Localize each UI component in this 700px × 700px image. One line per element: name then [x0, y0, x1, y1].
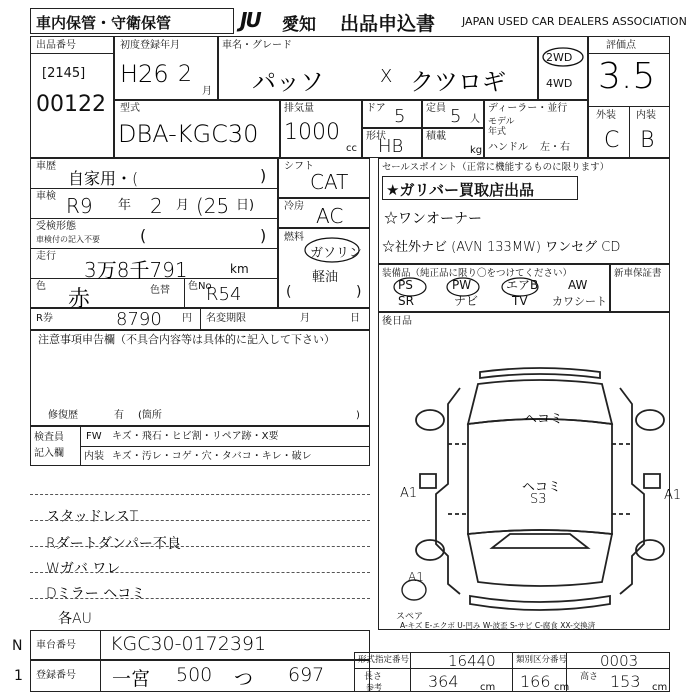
color-code-label: 色替	[150, 285, 170, 296]
specs-ref: 参考	[366, 683, 382, 692]
specs-cat-label: 類別区分番号	[516, 655, 568, 665]
drive-2wd: 2WD	[546, 51, 573, 64]
displacement-value: 1000	[284, 120, 340, 145]
history-label: 車歴	[36, 161, 56, 172]
equipment-pw: PW	[452, 278, 472, 292]
model-x: X	[380, 66, 393, 87]
ju-logo: JU	[240, 8, 260, 32]
margin-mark-1: 1	[14, 668, 23, 684]
registration-month: 2	[178, 62, 192, 87]
inspection-paren: (	[140, 226, 147, 245]
notes-repair-close: (箇所	[138, 410, 162, 421]
color-code2-label: 色No	[188, 281, 212, 292]
chassis-label: 車台番号	[36, 640, 76, 651]
color-value: 赤	[68, 287, 91, 312]
specs-cert-label: 形式指定番号	[358, 655, 410, 665]
equipment-airbag: エアB	[506, 278, 539, 292]
drive-circle	[540, 46, 586, 68]
plate-area: 一宮	[112, 668, 151, 690]
score-ext-label: 外装	[596, 110, 616, 121]
specs-length: 364	[428, 672, 459, 691]
diagram-legend: A-キズ E-エクボ U-凹み W-波歪 S-サビ C-腐食 XX-交換済	[400, 621, 596, 630]
specs-cert: 16440	[448, 652, 496, 670]
recycle-deadline-label: 名変期限	[206, 313, 246, 324]
dealer-label: ディーラー・並行	[488, 103, 568, 114]
diagram-right: A1	[664, 488, 682, 503]
selling-points-line2: ☆社外ナビ (AVN 133MW) ワンセグ CD	[382, 240, 621, 255]
ac-value: AC	[316, 204, 344, 228]
shift-label: シフト	[284, 161, 314, 172]
mileage-unit: km	[230, 262, 249, 276]
inspection-label: 受検形態	[36, 221, 76, 232]
shape-value: HB	[378, 136, 404, 157]
shaken-month-unit: 月	[176, 198, 190, 213]
equipment-tv: TV	[512, 294, 528, 308]
plate-number: 697	[288, 664, 325, 686]
handwritten-note-2: Rダートダンパー不良	[46, 536, 181, 552]
notes-close: )	[356, 410, 360, 421]
inspector-fw: FW	[86, 431, 102, 442]
equipment-navi: ナビ	[454, 294, 479, 308]
shaken-year-unit: 年	[118, 198, 132, 213]
storage-label: 車内保管・守衛保管	[36, 14, 172, 32]
dealer-handle-opts: 左・右	[540, 142, 570, 153]
history-close: )	[260, 166, 267, 185]
equipment-aw: AW	[568, 278, 588, 292]
notes-repair-value: 有	[114, 410, 124, 421]
recycle-label: R券	[36, 313, 53, 324]
model-name: パッソ	[252, 68, 324, 96]
org-name: 愛知	[282, 15, 316, 35]
plate-class: 500	[176, 664, 213, 686]
displacement-unit: cc	[346, 143, 357, 154]
handwritten-note-3: Wガバ ワレ	[46, 561, 121, 577]
model-grade: クツロギ	[410, 68, 506, 96]
shape-label: 形状	[366, 131, 386, 142]
inspector-label1: 検査員	[34, 432, 64, 443]
inspector-fw-items: キズ・飛石・ヒビ割・リペア跡・X要	[112, 431, 279, 442]
shaken-day: (25	[196, 194, 230, 218]
specs-height-label: 高さ	[580, 672, 599, 682]
shaken-era: R9	[66, 194, 93, 218]
margin-mark-n: N	[12, 638, 23, 654]
specs-length-unit: cm	[480, 682, 496, 693]
diagram-bonnet: ヘコミ	[522, 480, 562, 495]
inspection-close: )	[260, 226, 267, 245]
drive-4wd: 4WD	[546, 77, 573, 90]
specs-length-label: 長さ	[364, 672, 383, 682]
selling-points-line1: ☆ワンオーナー	[384, 211, 482, 227]
diagram-bonnet2: S3	[530, 492, 547, 507]
score-int-label: 内装	[636, 110, 656, 121]
shaken-month: 2	[150, 194, 163, 218]
diagram-rear: A1	[408, 570, 424, 584]
lot-sub: [2145]	[42, 66, 86, 81]
fuel-label: 燃料	[284, 232, 304, 243]
color-code: R54	[206, 284, 242, 305]
recycle-unit: 円	[182, 313, 192, 324]
fuel-value: ガソリン	[310, 246, 363, 261]
lot-label: 出品番号	[36, 40, 76, 51]
shaken-day-unit: 日)	[236, 198, 255, 213]
registration-month-unit: 月	[202, 86, 212, 97]
capacity-unit: 人	[470, 114, 480, 125]
inspector-int-items: キズ・汚レ・コゲ・穴・タバコ・キレ・破レ	[112, 451, 312, 462]
color-label: 色	[36, 281, 46, 292]
registration-label: 初度登録年月	[120, 40, 180, 51]
score-value: 3.5	[598, 56, 656, 97]
warranty-label: 新車保証書	[614, 268, 662, 279]
fuel-paren-open: (	[286, 284, 292, 300]
notes-repair: 修復歴	[48, 410, 78, 421]
equipment-circles	[388, 272, 548, 298]
fuel-paren-close: )	[356, 284, 362, 300]
shift-value: CAT	[310, 170, 349, 194]
recycle-value: 8790	[116, 309, 162, 330]
remarks-label: 後日品	[382, 316, 412, 327]
recycle-month: 月	[300, 313, 310, 324]
doors-value: 5	[394, 106, 406, 127]
dealer-handle: ハンドル	[488, 142, 528, 153]
specs-height-unit: cm	[652, 682, 668, 693]
selling-points-banner: ★ガリバー買取店出品	[386, 181, 534, 199]
inspector-label2: 記入欄	[34, 448, 64, 459]
capacity-value: 5	[450, 106, 462, 127]
recycle-day: 日	[350, 313, 360, 324]
handwritten-note-4: Dミラー ヘコミ	[46, 586, 146, 602]
dealer-model-year: モデル 年式	[488, 117, 515, 137]
form-title: 出品申込書	[340, 13, 436, 35]
displacement-label: 排気量	[284, 103, 314, 114]
chassis-value: KGC30-0172391	[110, 633, 267, 655]
load-label: 積載	[426, 131, 446, 142]
registration-year: H26	[120, 60, 169, 88]
history-value: 自家用・(	[68, 169, 139, 188]
diagram-spare: スペア	[396, 612, 424, 622]
model-label: 車名・グレード	[222, 40, 292, 51]
mileage-label: 走行	[36, 251, 56, 262]
fuel-diesel: 軽油	[312, 270, 339, 285]
handwritten-note-1: スタッドレスT	[46, 509, 139, 525]
equipment-seat: カワシート	[552, 295, 607, 308]
equipment-label: 装備品（純正品に限り〇をつけてください）	[382, 268, 573, 279]
ac-label: 冷房	[284, 201, 304, 212]
inspection-note: 車検付の記入不要	[36, 235, 100, 244]
inspector-int: 内装	[84, 451, 104, 462]
specs-width: 166	[520, 672, 551, 691]
plate-label: 登録番号	[36, 670, 76, 681]
load-unit: kg	[470, 145, 483, 156]
diagram-left: A1	[400, 486, 418, 501]
handwritten-note-5: 各AU	[58, 611, 92, 627]
equipment-ps: PS	[398, 278, 413, 292]
diagram-roof: ヘコミ	[524, 412, 564, 427]
plate-kana: つ	[234, 668, 254, 690]
type-value: DBA-KGC30	[118, 120, 259, 148]
mileage-value: 3万8千791	[84, 258, 188, 282]
specs-width-unit: cm	[554, 682, 570, 693]
association-name: JAPAN USED CAR DEALERS ASSOCIATION	[462, 15, 687, 28]
fuel-circle	[302, 236, 362, 264]
specs-cat: 0003	[600, 652, 639, 670]
selling-points-label: セールスポイント（正常に機能するものに限ります）	[382, 162, 610, 173]
specs-height: 153	[610, 672, 641, 691]
score-int: B	[640, 128, 655, 153]
type-label: 型式	[120, 103, 140, 114]
notes-label: 注意事項申告欄（不具合内容等は具体的に記入して下さい）	[38, 333, 335, 346]
shaken-label: 車検	[36, 191, 56, 202]
score-label: 評価点	[606, 40, 636, 51]
score-ext: C	[604, 128, 620, 153]
lot-number: 00122	[36, 92, 106, 117]
capacity-label: 定員	[426, 103, 446, 114]
doors-label: ドア	[366, 103, 386, 114]
equipment-sr: SR	[398, 294, 414, 308]
